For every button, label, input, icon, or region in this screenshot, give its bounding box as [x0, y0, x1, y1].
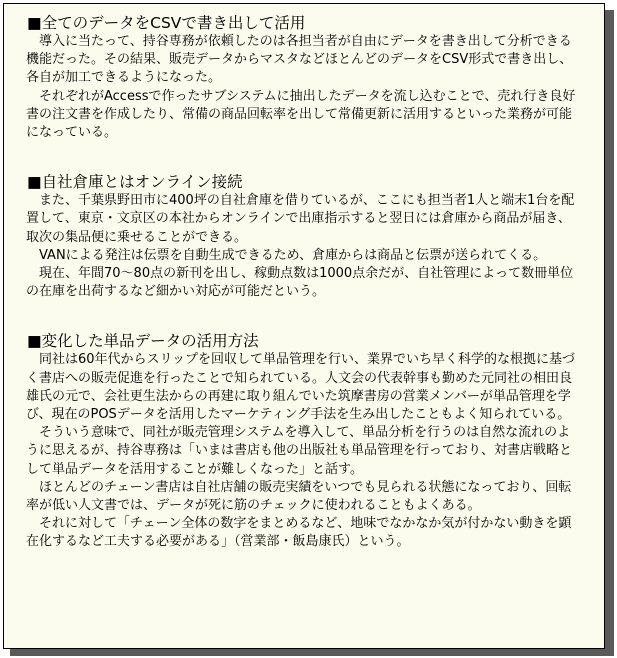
paragraph: ほとんどのチェーン書店は自社店舗の販売実績をいつでも見られる状態になっており、回転率が低い人文書では、データが死に筋のチェックに使われることもよくある。 [26, 479, 572, 514]
paragraph: VANによる発注は伝票を自動生成できるため、倉庫からは商品と伝票が送られてくる。 [39, 247, 547, 263]
section-heading: ■変化した単品データの活用方法 [27, 332, 259, 351]
paragraph: 同社は60年代からスリップを回収して単品管理を行い、業界でいち早く科学的な根拠に基づく書店への販売促進を行ったことで知られている。人文会の代表幹事も勤めた元同社の相田良雄氏の元で、会社更生法からの再建に取り組んでいた筑摩書房の営業メンバーが単品管理を学び、現在のPOSデータを活用したマーケティング手法を生み出したこともよく知られている。 [26, 352, 576, 423]
section-warehouse-online [26, 173, 582, 301]
section-csv-export [26, 14, 582, 142]
article-panel [3, 3, 605, 649]
section-heading: ■自社倉庫とはオンライン接続 [27, 173, 243, 192]
paragraph: 導入に当たって、持谷専務が依頼したのは各担当者が自由にデータを書き出して分析できる機能だった。その結果、販売データからマスタなどほとんどのデータをCSV形式で書き出し、各自が加工できるようになった。 [26, 34, 573, 86]
paragraph: また、千葉県野田市に400坪の自社倉庫を借りているが、ここにも担当者1人と端末1台を配置して、東京・文京区の本社からオンラインで出庫指示すると翌日には倉庫から商品が届き、取次の集品便に乗せることができる。 [26, 193, 575, 245]
paragraph: そういう意味で、同社が販売管理システムを導入して、単品分析を行うのは自然な流れのように思えるが、持谷専務は「いまは書店も他の出版社も単品管理を行っており、対書店戦略として単品データを活用することが難しくなった」と話す。 [26, 425, 573, 477]
section-item-data-usage [26, 332, 582, 551]
paragraph: それぞれがAccessで作ったサブシステムに抽出したデータを流し込むことで、売れ行き良好書の注文書を作成したり、常備の商品回転率を出して常備更新に活用するといった業務が可能になっている。 [26, 88, 576, 141]
paragraph: それに対して「チェーン全体の数字をまとめるなど、地味でなかなか気が付かない動きを顕在化するなど工夫する必要がある」（営業部・飯島康氏）という。 [26, 516, 572, 550]
paragraph: 現在、年間70～80点の新刊を出し、稼動点数は1000点余だが、自社管理によって数冊単位の在庫を出荷するなど細かい対応が可能だという。 [26, 266, 574, 300]
section-heading: ■全てのデータをCSVで書き出して活用 [27, 14, 306, 32]
